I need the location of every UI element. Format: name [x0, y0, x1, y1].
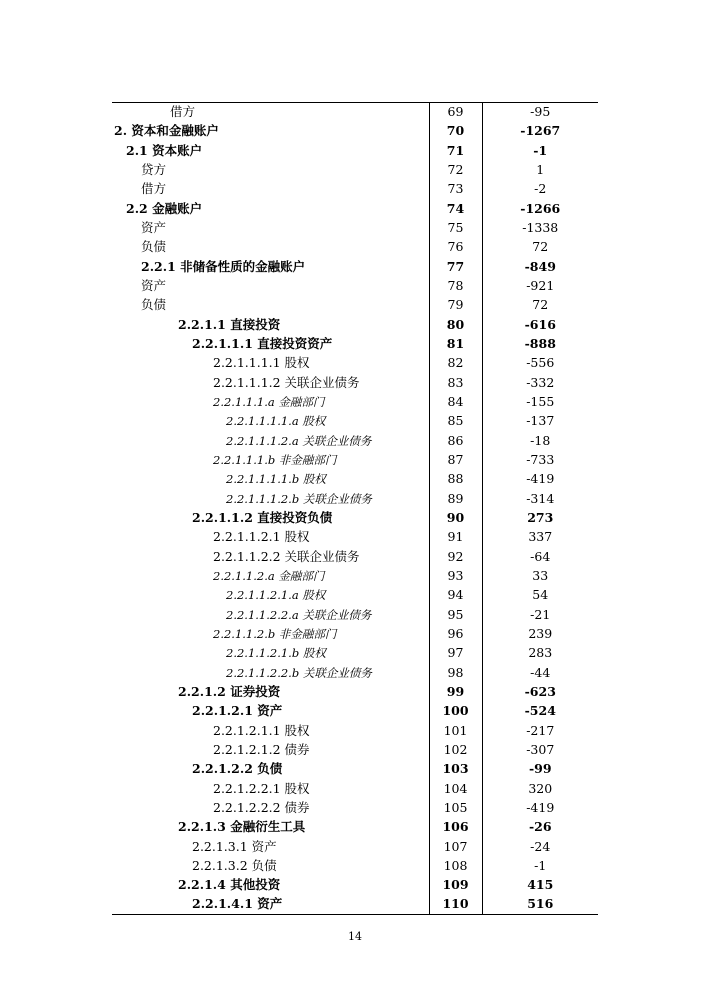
row-value: 33 — [532, 568, 549, 584]
row-value: -314 — [526, 490, 555, 506]
row-value: -1266 — [520, 200, 561, 216]
table-row — [112, 663, 598, 682]
table-row — [112, 856, 598, 875]
table-row — [112, 624, 598, 643]
row-line-number: 86 — [429, 431, 482, 450]
table-row — [112, 605, 598, 624]
row-line-number: 85 — [429, 412, 482, 431]
row-item-label: 2.2.1.1.1.2.a 关联企业债务 — [226, 433, 372, 448]
row-line-number: 108 — [429, 856, 482, 875]
row-line-number: 88 — [429, 470, 482, 489]
table-row — [112, 431, 598, 450]
row-line-number: 91 — [429, 528, 482, 547]
table-row — [112, 837, 598, 856]
table-row — [112, 180, 598, 199]
table-row — [112, 199, 598, 218]
table-row — [112, 412, 598, 431]
row-value: 516 — [482, 895, 598, 914]
row-line-number: 90 — [429, 508, 482, 527]
row-item-label: 2.2.1.1.2.2.b 关联企业债务 — [226, 665, 372, 680]
row-item-label: 2.2.1.1.2.1.a 股权 — [226, 588, 326, 603]
balance-of-payments-table — [112, 102, 598, 915]
table-row — [112, 682, 598, 701]
row-value: -1267 — [520, 123, 561, 139]
row-line-number: 107 — [429, 837, 482, 856]
table-row — [112, 354, 598, 373]
table-row — [112, 586, 598, 605]
row-line-number: 78 — [429, 276, 482, 295]
page-number: 14 — [348, 930, 362, 943]
row-value: 54 — [532, 587, 549, 603]
row-item-label: 2.2.1.1.2.a 金融部门 — [213, 569, 325, 584]
row-value: -1338 — [522, 220, 559, 236]
table-row — [112, 160, 598, 179]
row-line-number: 104 — [429, 779, 482, 798]
row-value: -524 — [524, 703, 556, 719]
table-row — [112, 489, 598, 508]
table-row — [112, 373, 598, 392]
row-line-number: 74 — [429, 199, 482, 218]
table-row — [112, 141, 598, 160]
row-item-label: 2.2.1.1.1.2.b 关联企业债务 — [226, 491, 372, 506]
row-value: -307 — [526, 741, 555, 757]
row-value: -888 — [524, 336, 556, 352]
row-value: -64 — [530, 548, 551, 564]
table-row — [112, 702, 598, 721]
table-row — [112, 566, 598, 585]
row-line-number: 99 — [429, 682, 482, 701]
row-value: -419 — [526, 799, 555, 815]
row-item-label: 2.2.1.1.1.1.a 股权 — [226, 414, 326, 429]
row-item-label: 负债 — [141, 297, 167, 313]
table-row — [112, 760, 598, 779]
row-value: -217 — [526, 722, 555, 738]
row-value: 337 — [528, 529, 553, 545]
row-item-label: 2.2.1.1.2.2.a 关联企业债务 — [226, 607, 372, 622]
row-item-label: 2.2.1.2.1.1 股权 — [213, 722, 310, 738]
table-row — [112, 122, 598, 141]
row-item-label: 2.2.1 非储备性质的金融账户 — [141, 258, 306, 274]
row-value: 1 — [536, 162, 545, 178]
row-item-label: 2.2.1.2 证券投资 — [178, 684, 281, 699]
table-row — [112, 392, 598, 411]
row-item-label: 2.2.1.1.2.b 非金融部门 — [213, 627, 337, 642]
table-row — [112, 721, 598, 740]
row-line-number: 72 — [429, 160, 482, 179]
row-value: -419 — [526, 471, 555, 487]
row-value: -733 — [526, 452, 555, 468]
row-value: -99 — [528, 761, 552, 777]
row-item-label: 2. 资本和金融账户 — [114, 123, 219, 139]
row-line-number: 75 — [429, 218, 482, 237]
row-value: -155 — [526, 394, 555, 410]
row-value: -24 — [530, 838, 551, 854]
row-value: 239 — [528, 626, 553, 642]
row-item-label: 负债 — [141, 239, 167, 255]
row-value: -21 — [530, 606, 551, 622]
row-line-number: 106 — [429, 818, 482, 837]
row-line-number: 101 — [429, 721, 482, 740]
row-item-label: 2.2.1.1.2.1 股权 — [213, 529, 310, 545]
row-item-label: 2.2 金融账户 — [126, 200, 203, 216]
row-line-number: 105 — [429, 798, 482, 817]
row-line-number: 89 — [429, 489, 482, 508]
row-item-label: 2.2.1.1.1.b 非金融部门 — [213, 453, 337, 468]
row-line-number: 76 — [429, 238, 482, 257]
table-body — [112, 103, 598, 915]
row-line-number: 83 — [429, 373, 482, 392]
table-row — [112, 103, 598, 122]
table-row — [112, 276, 598, 295]
row-line-number: 110 — [429, 895, 482, 914]
row-line-number: 70 — [429, 122, 482, 141]
row-line-number: 100 — [429, 702, 482, 721]
row-line-number: 82 — [429, 354, 482, 373]
table-row — [112, 238, 598, 257]
row-item-label: 2.2.1.3 金融衍生工具 — [178, 819, 306, 835]
row-item-label: 2.2.1.1.2 直接投资负债 — [192, 510, 333, 526]
row-item-label: 2.2.1.1.1.a 金融部门 — [213, 395, 325, 410]
row-item-label: 2.2.1.3.1 资产 — [192, 838, 277, 854]
table-row — [112, 740, 598, 759]
row-value: -1 — [533, 142, 548, 158]
row-line-number: 97 — [429, 644, 482, 663]
row-line-number: 109 — [429, 876, 482, 895]
row-item-label: 2.2.1.2.1.2 债券 — [213, 741, 310, 757]
row-item-label: 2.2.1.1.1 直接投资资产 — [192, 336, 333, 352]
row-line-number: 94 — [429, 586, 482, 605]
row-line-number: 84 — [429, 392, 482, 411]
row-value: 415 — [527, 877, 554, 893]
row-item-label: 2.2.1.1.1.1.b 股权 — [226, 472, 326, 487]
row-line-number: 102 — [429, 740, 482, 759]
table-row — [112, 257, 598, 276]
row-item-label: 贷方 — [141, 162, 167, 178]
table-row — [112, 644, 598, 663]
table-row — [112, 315, 598, 334]
table-row — [112, 508, 598, 527]
row-value: -556 — [526, 355, 555, 371]
row-value: -616 — [524, 316, 556, 332]
row-line-number: 81 — [429, 334, 482, 353]
table-row — [112, 470, 598, 489]
row-line-number: 77 — [429, 257, 482, 276]
row-value: -2 — [534, 181, 547, 197]
row-value: -18 — [530, 432, 551, 448]
row-value: 273 — [527, 510, 554, 526]
row-value: 72 — [532, 297, 549, 313]
row-line-number: 69 — [429, 103, 482, 122]
row-line-number: 71 — [429, 141, 482, 160]
row-line-number: 87 — [429, 450, 482, 469]
row-value: -137 — [526, 413, 555, 429]
row-line-number: 80 — [429, 315, 482, 334]
row-line-number: 103 — [429, 760, 482, 779]
table-row — [112, 876, 598, 895]
row-value: -623 — [524, 684, 556, 699]
row-item-label: 2.2.1.2.2 负债 — [192, 761, 283, 777]
row-item-label: 2.2.1.4 其他投资 — [178, 877, 281, 893]
row-value: -921 — [526, 278, 555, 294]
row-line-number: 96 — [429, 624, 482, 643]
row-value: -332 — [526, 374, 555, 390]
row-item-label: 2.2.1.1.1.1 股权 — [213, 355, 310, 371]
row-value: 320 — [528, 780, 553, 796]
row-value: -44 — [530, 664, 551, 680]
row-value: -849 — [524, 258, 556, 274]
table-row — [112, 779, 598, 798]
row-item-label: 2.2.1.2.2.2 债券 — [213, 799, 310, 815]
row-value: 283 — [528, 645, 553, 661]
row-line-number: 98 — [429, 663, 482, 682]
row-line-number: 95 — [429, 605, 482, 624]
table-row — [112, 798, 598, 817]
row-value: 72 — [532, 239, 549, 255]
row-line-number: 73 — [429, 180, 482, 199]
row-item-label: 2.2.1.1.2.2 关联企业债务 — [213, 548, 360, 564]
row-item-label: 资产 — [141, 278, 167, 294]
row-item-label: 2.1 资本账户 — [126, 142, 203, 158]
table-row — [112, 334, 598, 353]
row-item-label: 2.2.1.3.2 负债 — [192, 857, 277, 873]
table-row — [112, 818, 598, 837]
row-item-label: 2.2.1.2.2.1 股权 — [213, 780, 310, 796]
row-item-label: 2.2.1.2.1 资产 — [192, 703, 283, 719]
table-row — [112, 218, 598, 237]
row-item-label: 资产 — [141, 220, 167, 236]
row-value: -1 — [534, 857, 547, 873]
table-row — [112, 895, 598, 914]
row-value: -26 — [528, 819, 552, 835]
row-item-label: 借方 — [141, 181, 167, 197]
row-item-label: 2.2.1.1.1.2 关联企业债务 — [213, 374, 360, 390]
row-item-label: 2.2.1.4.1 资产 — [112, 895, 429, 914]
row-item-label: 2.2.1.1 直接投资 — [178, 316, 281, 332]
table-row — [112, 528, 598, 547]
table-row — [112, 450, 598, 469]
row-item-label: 借方 — [112, 103, 429, 122]
table-row — [112, 296, 598, 315]
row-line-number: 93 — [429, 566, 482, 585]
row-line-number: 79 — [429, 296, 482, 315]
table-row — [112, 547, 598, 566]
row-value: -95 — [482, 103, 598, 122]
row-item-label: 2.2.1.1.2.1.b 股权 — [226, 646, 326, 661]
row-line-number: 92 — [429, 547, 482, 566]
